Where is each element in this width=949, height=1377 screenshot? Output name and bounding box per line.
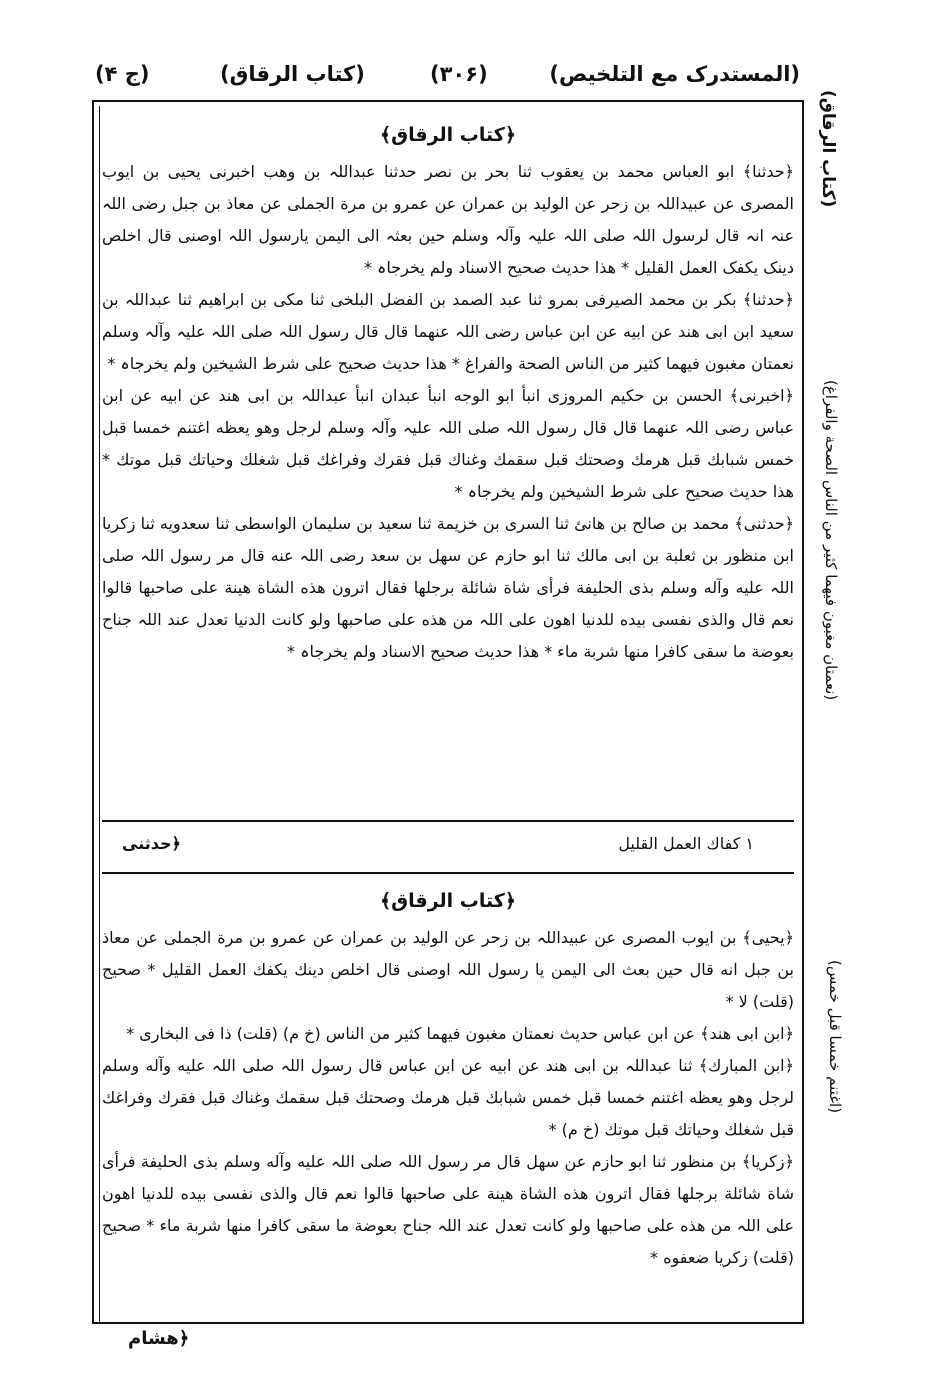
header-page-number: (۳۰۶) [430, 62, 488, 86]
talkhis-paragraph: ﴿زکریا﴾ بن منظور ثنا ابو حازم عن سهل قال مر رسول اللہ صلی اللہ علیه وآله وسلم بذی الحلیفة فرأی شاة شائلة برجلها فقال اترون هذه الشاة هینة علی صاحبها قالوا نعم قال والذی نفسی بیده للدنیا اهون علی اللہ من هذه علی صاحبها ولو کانت تعدل عند اللہ جناح بعوضة ما سقی کافرا منها شربة ماء * صحیح (قلت) زکریا ضعفوه * [102, 1152, 794, 1267]
separator-rule [102, 872, 794, 874]
margin-note-hadith: (نعمتان مغبون فیهما کثیر من الناس الصحة والفراغ) [822, 380, 840, 701]
bottom-catchword: ﴿هشام [128, 1328, 190, 1349]
text-frame [92, 100, 804, 1324]
hadith-paragraph: ﴿حدثنی﴾ محمد بن صالح بن هانئ ثنا السری بن خزیمة ثنا سعید بن سلیمان الواسطی ثنا سعدویه ثنا زکریا ابن منظور بن ثعلبة بن ابی مالك ثنا ابو حازم عن سهل بن سعد رضی اللہ عنه قال مر رسول اللہ صلی اللہ علیه وآله وسلم بذی الحلیفة فرأی شاة شائلة برجلها فقال اترون هذه الشاة هینة علی صاحبها قالوا نعم قال والذی نفسی بیده للدنیا اهون علی اللہ من هذه علی صاحبها ولو کانت الدنیا تعدل عند اللہ جناح بعوضة ما سقی کافرا منها شربة ماء * هذا حدیث صحیح الاسناد ولم یخرجاہ * [102, 514, 794, 661]
talkhis-paragraph: ﴿ابن المبارك﴾ ثنا عبداللہ بن ابی هند عن ابیه عن ابن عباس قال رسول اللہ صلی اللہ علیه وآله وسلم لرجل وهو یعظه اغتنم خمسا قبل خمس شبابك قبل هرمك وصحتك قبل سقمك وغناك قبل فقرك وفراغك قبل شغلك وحیاتك قبل موتك (خ م) * [102, 1056, 794, 1139]
margin-note-kitab: (کتاب الرقاق) [818, 90, 838, 208]
talkhis-paragraph: ﴿ابن ابی هند﴾ عن ابن عباس حدیث نعمتان مغبون فیهما کثیر من الناس (خ م) (قلت) ذا فی البخاری * [126, 1024, 794, 1043]
header-volume: (ج ۴) [95, 62, 150, 86]
running-header [60, 58, 800, 98]
footnote-text: ١ کفاك العمل القلیل [618, 834, 754, 853]
talkhis-section [94, 886, 802, 1274]
hadith-paragraph: ﴿حدثنا﴾ بکر بن محمد الصیرفی بمرو ثنا عبد الصمد بن الفضل البلخی ثنا مکی بن ابراهیم ثنا عبداللہ بن سعید ابن ابی هند عن ابیه عن ابن عباس رضی اللہ عنهما قال قال رسول اللہ صلی اللہ علیہ وآلہ وسلم نعمتان مغبون فیهما کثیر من الناس الصحة والفراغ * هذا حدیث صحیح علی شرط الشیخین ولم یخرجاہ * [102, 290, 794, 373]
section-title: ﴿کتاب الرقاق﴾ [380, 124, 516, 146]
section-title: ﴿کتاب الرقاق﴾ [380, 890, 516, 912]
hadith-paragraph: ﴿حدثنا﴾ ابو العباس محمد بن یعقوب ثنا بحر بن نصر حدثنا عبداللہ بن وهب اخبرنی یحیی بن ایوب المصری عن عبیداللہ بن زحر عن الولید بن عمران عن عمرو بن مرة الجملی عن معاذ بن جبل رضی اللہ عنہ انہ قال لرسول اللہ صلی اللہ علیہ وآلہ وسلم حین بعثہ الی الیمن یارسول اللہ اوصنی قال اخلص دینک یکفک العمل القلیل * هذا حدیث صحیح الاسناد ولم یخرجاہ * [102, 162, 794, 277]
mustadrak-section [94, 120, 802, 668]
hadith-paragraph: ﴿اخبرنی﴾ الحسن بن حکیم المروزی انبأ ابو الوجه انبأ عبدان انبأ عبداللہ بن ابی هند عن ابیه عن ابن عباس رضی اللہ عنهما قال قال رسول اللہ صلی اللہ علیہ وآلہ وسلم لرجل وهو یعظه اغتنم خمسا قبل خمس شبابك قبل هرمك وصحتك قبل سقمك وغناك قبل فقرك وفراغك قبل شغلك وحیاتك قبل موتك * هذا حدیث صحیح علی شرط الشیخین ولم یخرجاہ * [102, 386, 794, 501]
separator-rule [102, 820, 794, 822]
catchword: ﴿حدثنی [122, 834, 181, 853]
header-book-title: (المستدرک مع التلخیص) [549, 62, 800, 86]
header-kitab: (کتاب الرقاق) [220, 62, 365, 86]
talkhis-paragraph: ﴿یحیی﴾ بن ایوب المصری عن عبیداللہ بن زحر عن الولید بن عمران عن عمرو بن مرة الجملی عن معاذ بن جبل انه قال حین بعث الی الیمن یا رسول اللہ اوصنی قال اخلص دینك یکفك العمل القلیل * صحیح (قلت) لا * [102, 928, 794, 1011]
margin-note-lower: (اغتنم خمسا قبل خمس) [826, 960, 844, 1114]
